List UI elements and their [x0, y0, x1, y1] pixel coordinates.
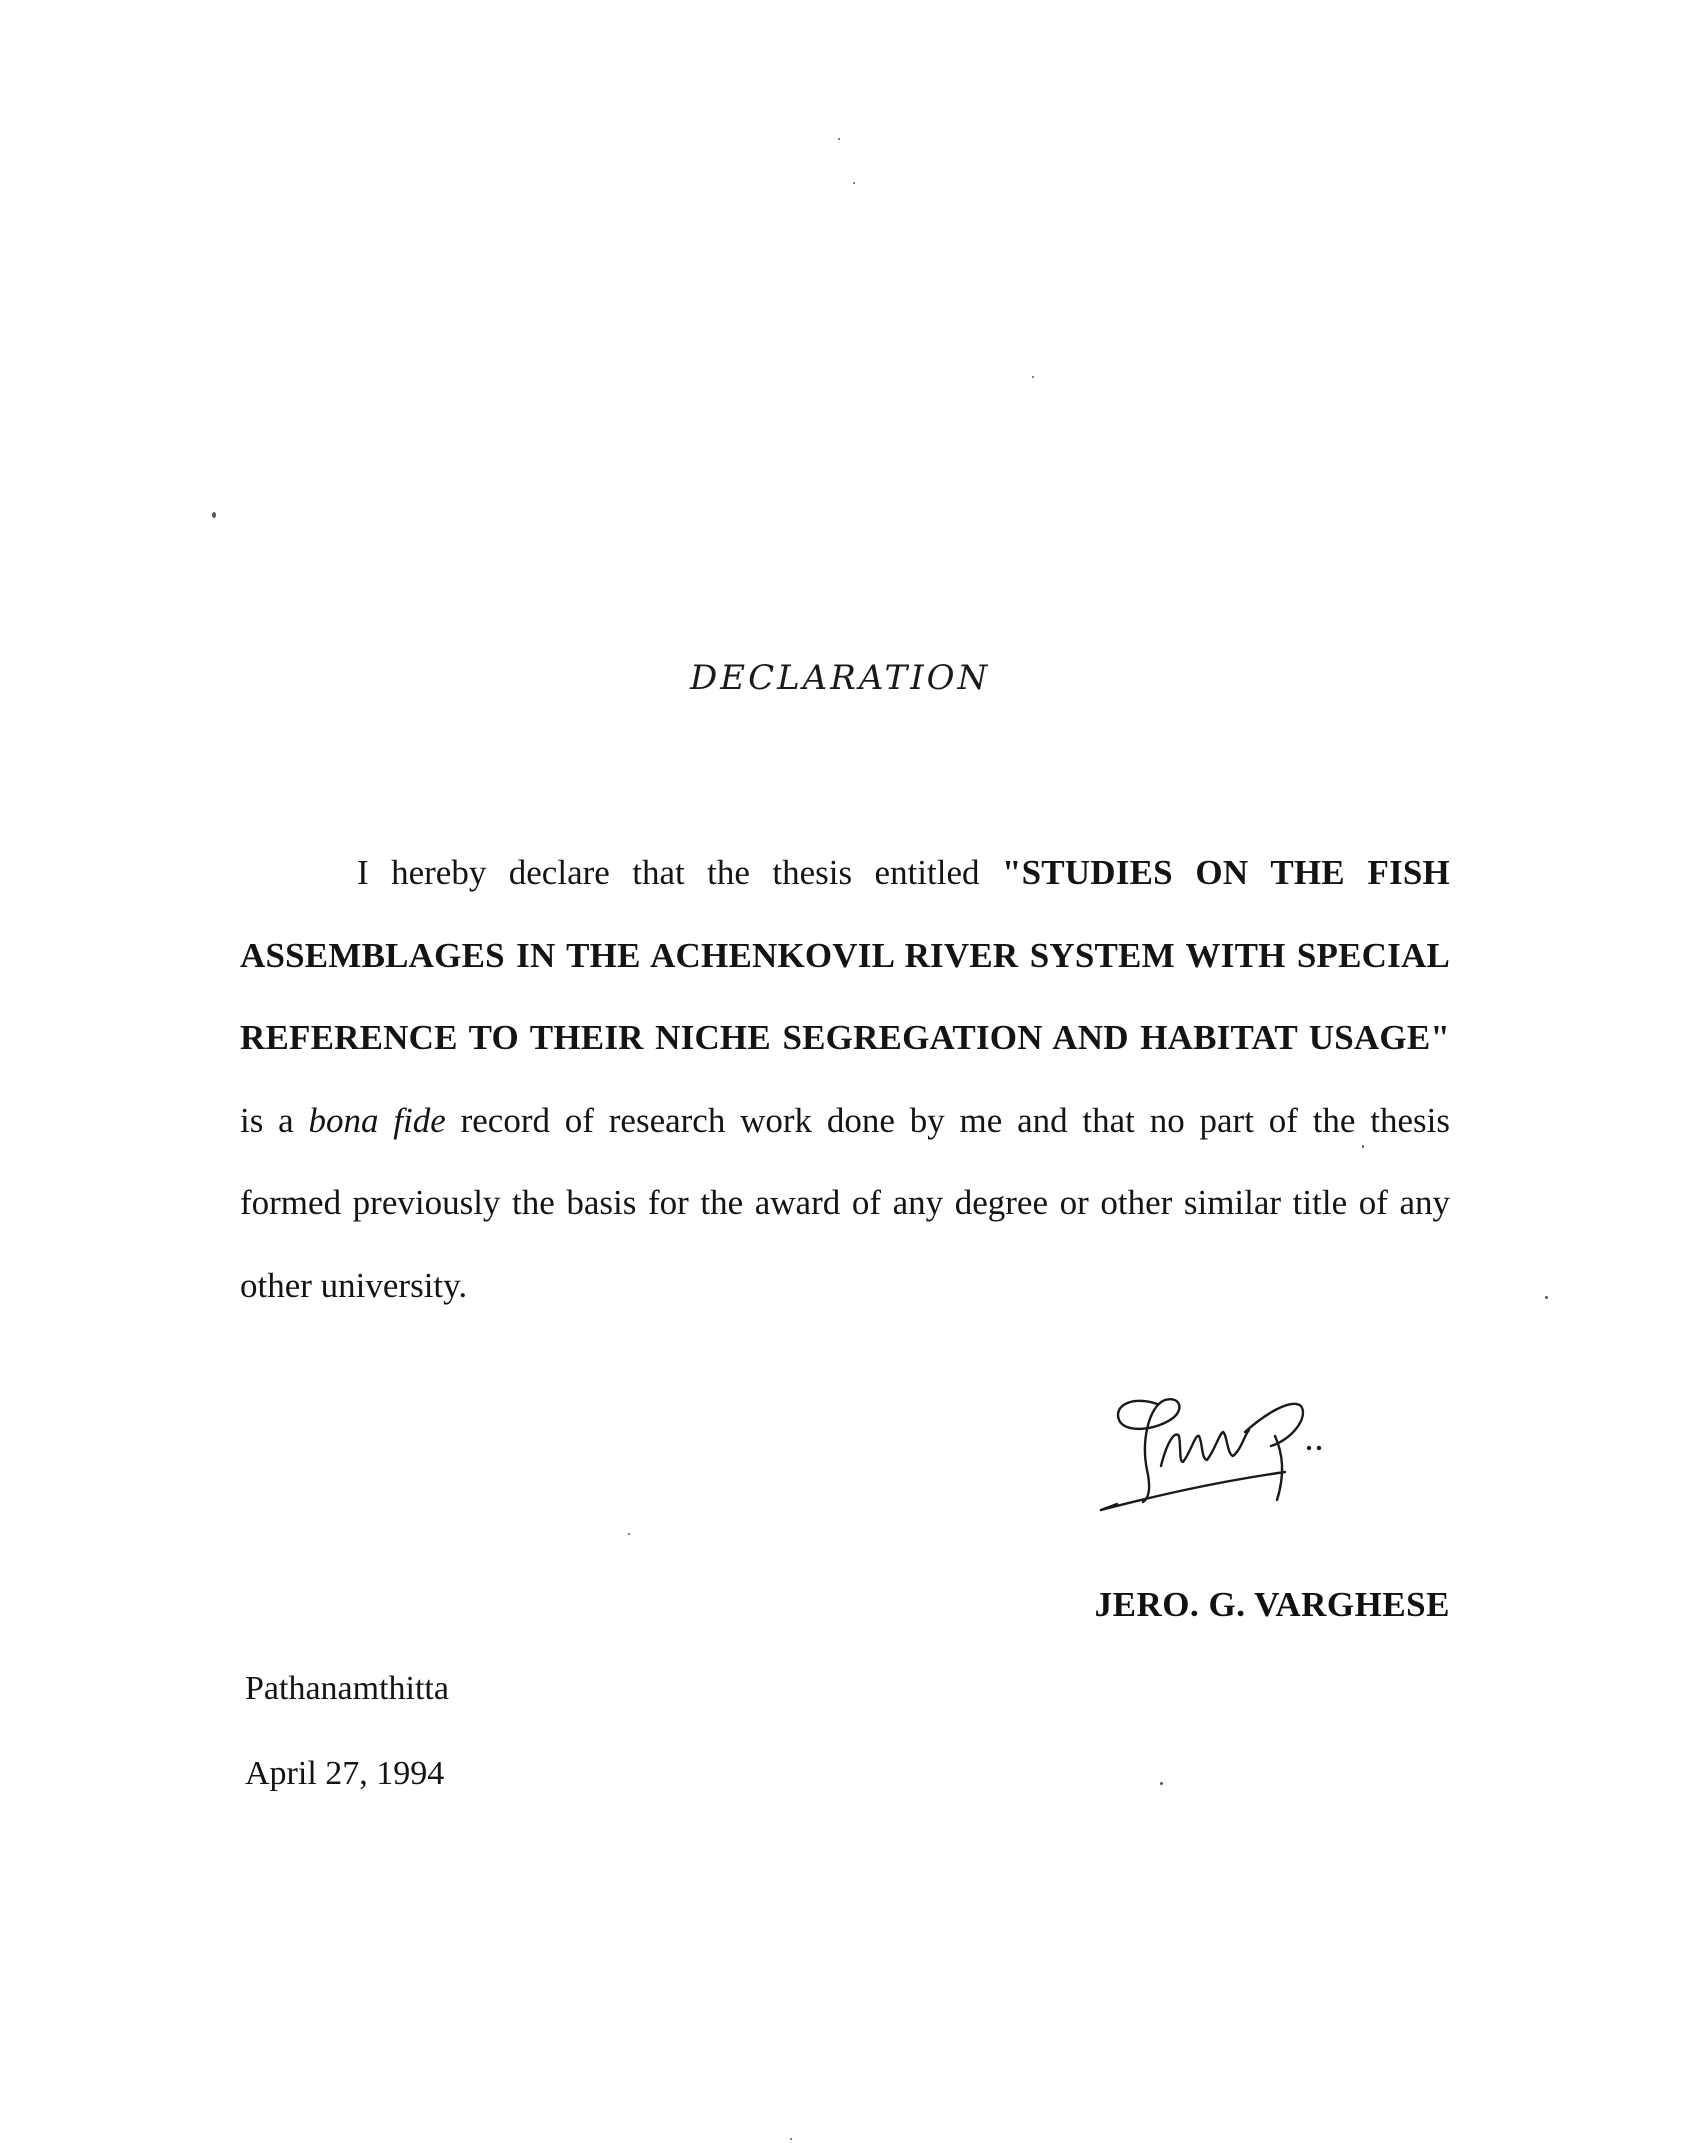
declaration-lead: I hereby declare that the thesis entitled: [357, 853, 1002, 892]
declaration-body: [240, 832, 1450, 1327]
bona-fide-phrase: bona fide: [308, 1100, 446, 1140]
scan-speck: [853, 182, 855, 184]
place-of-signing: Pathanamthitta: [245, 1670, 449, 1707]
scan-speck: [1032, 376, 1034, 378]
declaration-middle: is a: [240, 1100, 309, 1140]
declaration-tail: record of research work done by me and that no part of the thesis formed previously the basis for the award of any degree or other similar title of any other university.: [240, 1100, 1450, 1305]
page-heading: DECLARATION: [690, 658, 991, 698]
scan-speck: [1362, 1145, 1364, 1148]
signer-name: JERO. G. VARGHESE: [1094, 1585, 1450, 1624]
scan-speck: [212, 512, 216, 518]
signing-date: April 27, 1994: [245, 1755, 445, 1792]
scan-speck: [790, 2138, 792, 2140]
scan-speck: [838, 138, 840, 140]
scan-speck: [628, 1533, 630, 1535]
scan-speck: [1545, 1296, 1548, 1299]
signature-icon: [1095, 1370, 1415, 1530]
scan-speck: [1160, 1782, 1163, 1785]
declaration-paragraph: [240, 832, 1450, 1327]
thesis-title: "STUDIES ON THE FISH ASSEMBLAGES IN THE ACHENKOVIL RIVER SYSTEM WITH SPECIAL REFERENCE TO THEIR NICHE SEGREGATION AND HABITAT USAGE": [240, 853, 1450, 1057]
